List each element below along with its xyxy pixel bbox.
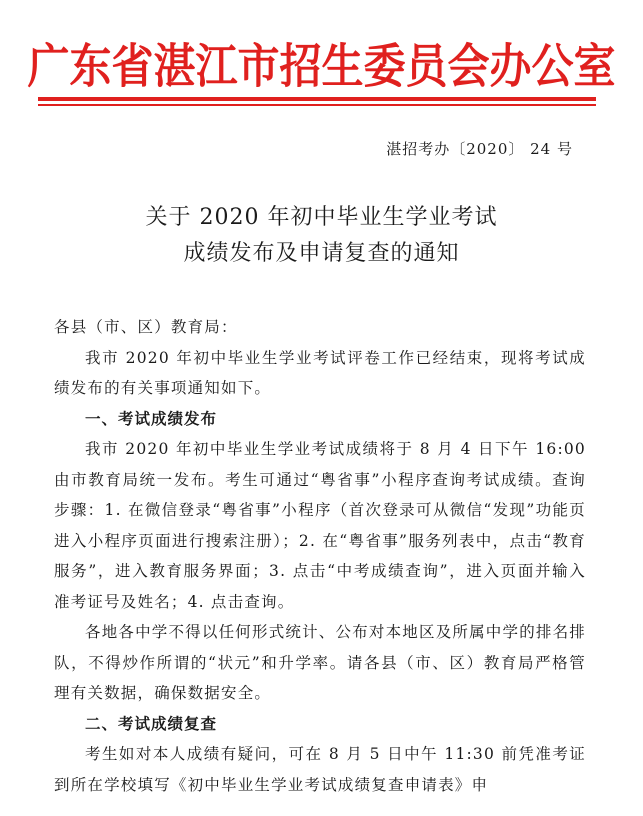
notice-body xyxy=(54,312,586,800)
section1-paragraph1: 我市 2020 年初中毕业生学业考试成绩将于 8 月 4 日下午 16:00 由市教育局统一发布。考生可通过“粤省事”小程序查询考试成绩。查询步骤：1. 在微信登录“粤省事”小程序（首次登录可从微信“发现”功能页进入小程序页面进行搜索注册）；2. 在“粤省事”服务列表中，点击“教育服务”，进入教育服务界面；3. 点击“中考成绩查询”，进入页面并输入准考证号及姓名；4. 点击查询。 xyxy=(54,440,586,611)
header-red-rule-thick xyxy=(38,97,596,101)
issuing-organization-header: 广东省湛江市招生委员会办公室 xyxy=(27,38,616,94)
salutation: 各县（市、区）教育局： xyxy=(54,318,238,336)
section1-paragraph2: 各地各中学不得以任何形式统计、公布对本地区及所属中学的排名排队，不得炒作所谓的“状元”和升学率。请各县（市、区）教育局严格管理有关数据，确保数据安全。 xyxy=(54,623,587,702)
section2-paragraph1: 考生如对本人成绩有疑问，可在 8 月 5 日中午 11:30 前凭准考证到所在学校填写《初中毕业生学业考试成绩复查申请表》申 xyxy=(54,745,586,794)
notice-title-line2: 成绩发布及申请复查的通知 xyxy=(183,241,460,266)
header-red-rule-thin xyxy=(38,104,596,106)
section1-heading: 一、考试成绩发布 xyxy=(85,409,218,428)
notice-title-line1: 关于 2020 年初中毕业生学业考试 xyxy=(145,205,498,230)
intro-paragraph: 我市 2020 年初中毕业生学业考试评卷工作已经结束，现将考试成绩发布的有关事项通知如下。 xyxy=(54,348,586,397)
document-number: 湛招考办〔2020〕 24 号 xyxy=(386,140,573,158)
section2-heading: 二、考试成绩复查 xyxy=(85,714,218,733)
